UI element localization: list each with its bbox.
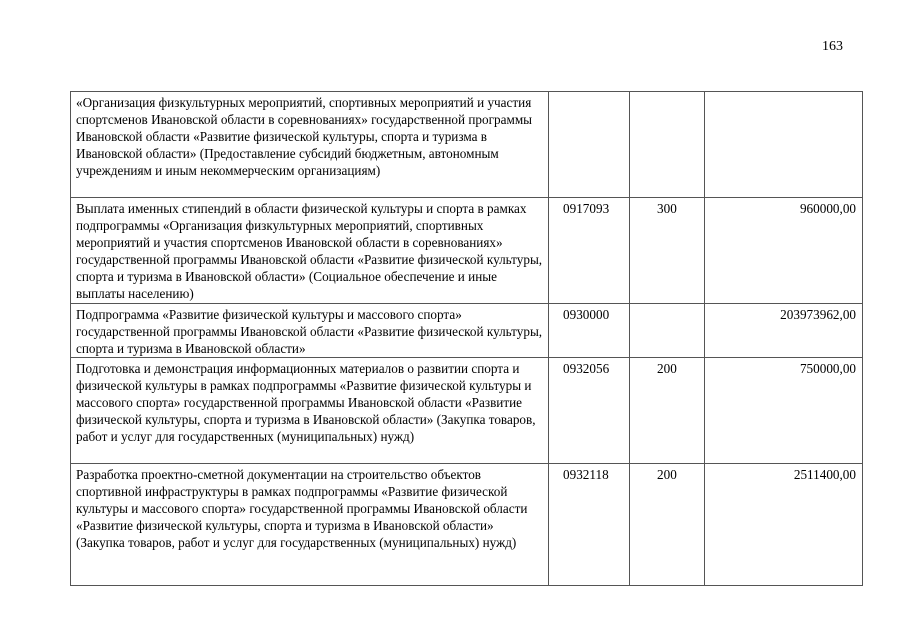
row-sum: 203973962,00 (705, 304, 863, 358)
row-sum (705, 92, 863, 198)
row-name: Выплата именных стипендий в области физической культуры и спорта в рамках подпрограммы «Организация физкультурных мероприятий, спортивных мероприятий и участия спортсменов Ивановской области в соревнованиях» государственной программы Ивановской области «Развитие физической культуры, спорта и туризма в Ивановской области» (Социальное обеспечение и иные выплаты населению) (71, 198, 549, 304)
row-expense-type: 200 (630, 358, 705, 464)
row-name: «Организация физкультурных мероприятий, спортивных мероприятий и участия спортсменов Ивановской области в соревнованиях» государственной программы Ивановской области «Развитие физической культуры, спорта и туризма в Ивановской области» (Предоставление субсидий бюджетным, автономным учреждениям и иным некоммерческим организациям) (71, 92, 549, 198)
row-code: 0930000 (549, 304, 630, 358)
row-sum: 2511400,00 (705, 464, 863, 586)
row-sum: 960000,00 (705, 198, 863, 304)
table-row (71, 304, 863, 358)
table-row (71, 464, 863, 586)
table-row (71, 358, 863, 464)
row-sum: 750000,00 (705, 358, 863, 464)
budget-table (70, 91, 863, 586)
row-code (549, 92, 630, 198)
row-code: 0932056 (549, 358, 630, 464)
row-expense-type (630, 304, 705, 358)
page-number: 163 (822, 39, 843, 54)
row-name: Подготовка и демонстрация информационных материалов о развитии спорта и физической культуры в рамках подпрограммы «Развитие физической культуры и массового спорта» государственной программы Ивановской области «Развитие физической культуры, спорта и туризма в Ивановской области» (Закупка товаров, работ и услуг для государственных (муниципальных) нужд) (71, 358, 549, 464)
table-row (71, 92, 863, 198)
row-name: Подпрограмма «Развитие физической культуры и массового спорта» государственной программы Ивановской области «Развитие физической культуры, спорта и туризма в Ивановской области» (71, 304, 549, 358)
row-code: 0917093 (549, 198, 630, 304)
table-row (71, 198, 863, 304)
row-code: 0932118 (549, 464, 630, 586)
row-expense-type: 300 (630, 198, 705, 304)
row-expense-type: 200 (630, 464, 705, 586)
row-expense-type (630, 92, 705, 198)
row-name: Разработка проектно-сметной документации на строительство объектов спортивной инфраструктуры в рамках подпрограммы «Развитие физической культуры и массового спорта» государственной программы Ивановской области «Развитие физической культуры, спорта и туризма в Ивановской области» (Закупка товаров, работ и услуг для государственных (муниципальных) нужд) (71, 464, 549, 586)
